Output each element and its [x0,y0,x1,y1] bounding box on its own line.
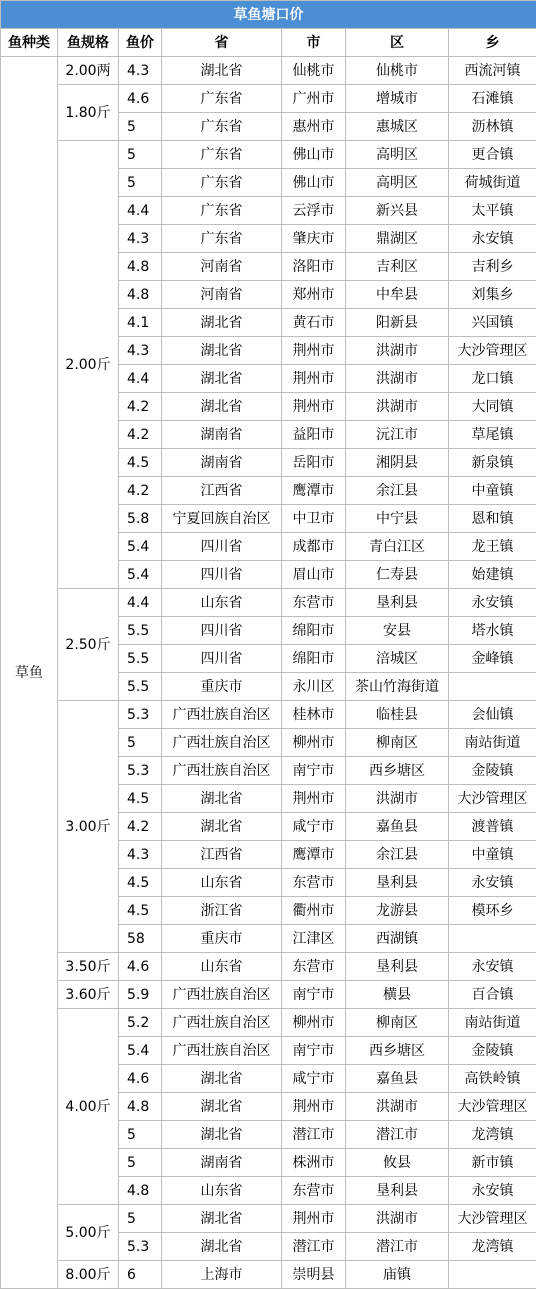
province-cell: 山东省 [162,953,282,981]
price-cell: 4.3 [119,225,162,253]
price-cell: 4.6 [119,953,162,981]
city-cell: 衢州市 [282,897,346,925]
province-cell: 广东省 [162,197,282,225]
province-cell: 重庆市 [162,673,282,701]
district-cell: 仙桃市 [346,57,449,85]
price-cell: 4.6 [119,1065,162,1093]
district-cell: 中宁县 [346,505,449,533]
province-cell: 湖南省 [162,449,282,477]
price-cell: 4.8 [119,281,162,309]
township-cell: 金陵镇 [449,757,536,785]
price-cell: 4.5 [119,785,162,813]
district-cell: 中牟县 [346,281,449,309]
city-cell: 云浮市 [282,197,346,225]
spec-cell: 3.50斤 [58,953,119,981]
header-province: 省 [162,29,282,57]
township-cell: 始建镇 [449,561,536,589]
header-township: 乡 [449,29,536,57]
city-cell: 佛山市 [282,169,346,197]
table-row [1,1261,536,1289]
price-cell: 4.6 [119,85,162,113]
province-cell: 广东省 [162,225,282,253]
district-cell: 余江县 [346,477,449,505]
city-cell: 仙桃市 [282,57,346,85]
district-cell: 洪湖市 [346,1093,449,1121]
province-cell: 湖南省 [162,421,282,449]
city-cell: 益阳市 [282,421,346,449]
city-cell: 潜江市 [282,1121,346,1149]
township-cell: 高铁岭镇 [449,1065,536,1093]
township-cell: 刘集乡 [449,281,536,309]
price-cell: 4.3 [119,57,162,85]
province-cell: 河南省 [162,253,282,281]
province-cell: 湖北省 [162,1093,282,1121]
city-cell: 咸宁市 [282,1065,346,1093]
district-cell: 临桂县 [346,701,449,729]
table-body [1,1,536,1289]
province-cell: 广西壮族自治区 [162,729,282,757]
township-cell: 金陵镇 [449,1037,536,1065]
price-cell: 4.2 [119,477,162,505]
township-cell: 中童镇 [449,841,536,869]
price-cell: 58 [119,925,162,953]
township-cell: 会仙镇 [449,701,536,729]
price-cell: 5 [119,1149,162,1177]
province-cell: 湖北省 [162,785,282,813]
price-cell: 4.4 [119,589,162,617]
district-cell: 西湖镇 [346,925,449,953]
city-cell: 荆州市 [282,785,346,813]
price-cell: 4.2 [119,393,162,421]
district-cell: 西乡塘区 [346,1037,449,1065]
city-cell: 中卫市 [282,505,346,533]
price-cell: 5 [119,729,162,757]
district-cell: 横县 [346,981,449,1009]
city-cell: 东营市 [282,953,346,981]
province-cell: 湖北省 [162,1121,282,1149]
header-district: 区 [346,29,449,57]
province-cell: 广西壮族自治区 [162,1009,282,1037]
township-cell: 龙王镇 [449,533,536,561]
province-cell: 湖北省 [162,365,282,393]
district-cell: 涪城区 [346,645,449,673]
city-cell: 柳州市 [282,1009,346,1037]
district-cell: 湘阴县 [346,449,449,477]
city-cell: 岳阳市 [282,449,346,477]
spec-cell: 3.00斤 [58,701,119,953]
province-cell: 广西壮族自治区 [162,981,282,1009]
price-cell: 4.2 [119,813,162,841]
district-cell: 阳新县 [346,309,449,337]
price-cell: 5.8 [119,505,162,533]
province-cell: 广东省 [162,141,282,169]
province-cell: 湖北省 [162,1065,282,1093]
header-species: 鱼种类 [1,29,58,57]
district-cell: 嘉鱼县 [346,813,449,841]
city-cell: 桂林市 [282,701,346,729]
district-cell: 龙游县 [346,897,449,925]
province-cell: 上海市 [162,1261,282,1289]
price-cell: 4.4 [119,365,162,393]
city-cell: 株洲市 [282,1149,346,1177]
city-cell: 鹰潭市 [282,477,346,505]
price-cell: 6 [119,1261,162,1289]
township-cell: 石滩镇 [449,85,536,113]
district-cell: 安县 [346,617,449,645]
township-cell: 模环乡 [449,897,536,925]
price-cell: 4.8 [119,1093,162,1121]
province-cell: 湖北省 [162,337,282,365]
township-cell: 中童镇 [449,477,536,505]
price-cell: 4.1 [119,309,162,337]
province-cell: 山东省 [162,589,282,617]
township-cell: 西流河镇 [449,57,536,85]
city-cell: 鹰潭市 [282,841,346,869]
province-cell: 广西壮族自治区 [162,701,282,729]
city-cell: 成都市 [282,533,346,561]
province-cell: 湖北省 [162,309,282,337]
table-row [1,1009,536,1037]
district-cell: 潜江市 [346,1233,449,1261]
province-cell: 江西省 [162,477,282,505]
township-cell: 永安镇 [449,869,536,897]
province-cell: 湖北省 [162,813,282,841]
city-cell: 柳州市 [282,729,346,757]
province-cell: 湖北省 [162,1205,282,1233]
table-row [1,981,536,1009]
township-cell: 永安镇 [449,1177,536,1205]
township-cell: 吉利乡 [449,253,536,281]
province-cell: 四川省 [162,533,282,561]
city-cell: 荆州市 [282,1205,346,1233]
township-cell [449,673,536,701]
price-cell: 5 [119,1205,162,1233]
district-cell: 垦利县 [346,953,449,981]
table-row [1,141,536,169]
header-city: 市 [282,29,346,57]
township-cell: 大沙管理区 [449,337,536,365]
district-cell: 庙镇 [346,1261,449,1289]
price-cell: 5 [119,1121,162,1149]
province-cell: 山东省 [162,1177,282,1205]
province-cell: 四川省 [162,645,282,673]
city-cell: 潜江市 [282,1233,346,1261]
township-cell: 南站街道 [449,729,536,757]
price-cell: 5.5 [119,617,162,645]
city-cell: 佛山市 [282,141,346,169]
price-cell: 5.4 [119,1037,162,1065]
township-cell: 大同镇 [449,393,536,421]
township-cell: 大沙管理区 [449,1205,536,1233]
province-cell: 广东省 [162,85,282,113]
district-cell: 洪湖市 [346,337,449,365]
city-cell: 东营市 [282,869,346,897]
township-cell: 草尾镇 [449,421,536,449]
city-cell: 东营市 [282,1177,346,1205]
spec-cell: 8.00斤 [58,1261,119,1289]
township-cell: 兴国镇 [449,309,536,337]
province-cell: 山东省 [162,869,282,897]
province-cell: 宁夏回族自治区 [162,505,282,533]
district-cell: 嘉鱼县 [346,1065,449,1093]
city-cell: 南宁市 [282,757,346,785]
province-cell: 广西壮族自治区 [162,1037,282,1065]
price-cell: 4.5 [119,869,162,897]
township-cell: 永安镇 [449,953,536,981]
district-cell: 洪湖市 [346,365,449,393]
table-row [1,85,536,113]
province-cell: 江西省 [162,841,282,869]
city-cell: 绵阳市 [282,645,346,673]
city-cell: 东营市 [282,589,346,617]
price-cell: 5 [119,113,162,141]
district-cell: 吉利区 [346,253,449,281]
district-cell: 增城市 [346,85,449,113]
city-cell: 广州市 [282,85,346,113]
city-cell: 荆州市 [282,337,346,365]
price-cell: 5.9 [119,981,162,1009]
township-cell: 更合镇 [449,141,536,169]
township-cell: 永安镇 [449,589,536,617]
province-cell: 广东省 [162,169,282,197]
province-cell: 四川省 [162,561,282,589]
spec-cell: 5.00斤 [58,1205,119,1261]
district-cell: 新兴县 [346,197,449,225]
district-cell: 惠城区 [346,113,449,141]
price-cell: 4.8 [119,1177,162,1205]
city-cell: 黄石市 [282,309,346,337]
district-cell: 余江县 [346,841,449,869]
district-cell: 鼎湖区 [346,225,449,253]
city-cell: 惠州市 [282,113,346,141]
township-cell: 龙口镇 [449,365,536,393]
township-cell: 永安镇 [449,225,536,253]
district-cell: 仁寿县 [346,561,449,589]
city-cell: 荆州市 [282,1093,346,1121]
city-cell: 郑州市 [282,281,346,309]
header-spec: 鱼规格 [58,29,119,57]
township-cell: 渡普镇 [449,813,536,841]
header-price: 鱼价 [119,29,162,57]
township-cell: 大沙管理区 [449,1093,536,1121]
township-cell: 龙湾镇 [449,1233,536,1261]
price-cell: 4.3 [119,841,162,869]
price-cell: 5.5 [119,645,162,673]
table-title: 草鱼塘口价 [1,1,536,29]
province-cell: 广东省 [162,113,282,141]
township-cell: 恩和镇 [449,505,536,533]
province-cell: 湖南省 [162,1149,282,1177]
township-cell: 沥林镇 [449,113,536,141]
city-cell: 咸宁市 [282,813,346,841]
spec-cell: 2.50斤 [58,589,119,701]
township-cell: 龙湾镇 [449,1121,536,1149]
spec-cell: 2.00两 [58,57,119,85]
district-cell: 垦利县 [346,1177,449,1205]
township-cell [449,1261,536,1289]
price-cell: 4.2 [119,421,162,449]
district-cell: 柳南区 [346,1009,449,1037]
township-cell: 新市镇 [449,1149,536,1177]
price-cell: 4.5 [119,449,162,477]
price-cell: 5.5 [119,673,162,701]
district-cell: 茶山竹海街道 [346,673,449,701]
city-cell: 崇明县 [282,1261,346,1289]
table-row [1,589,536,617]
province-cell: 浙江省 [162,897,282,925]
city-cell: 南宁市 [282,981,346,1009]
price-cell: 5.4 [119,533,162,561]
table-row [1,701,536,729]
price-cell: 5 [119,169,162,197]
township-cell: 塔水镇 [449,617,536,645]
district-cell: 高明区 [346,169,449,197]
township-cell: 新泉镇 [449,449,536,477]
township-cell: 荷城街道 [449,169,536,197]
city-cell: 洛阳市 [282,253,346,281]
city-cell: 绵阳市 [282,617,346,645]
province-cell: 湖北省 [162,393,282,421]
price-cell: 4.8 [119,253,162,281]
price-cell: 4.3 [119,337,162,365]
province-cell: 河南省 [162,281,282,309]
price-cell: 5.4 [119,561,162,589]
species-cell: 草鱼 [1,57,58,1289]
district-cell: 潜江市 [346,1121,449,1149]
province-cell: 湖北省 [162,1233,282,1261]
city-cell: 南宁市 [282,1037,346,1065]
price-cell: 5.2 [119,1009,162,1037]
table-row [1,57,536,85]
province-cell: 广西壮族自治区 [162,757,282,785]
township-cell: 大沙管理区 [449,785,536,813]
spec-cell: 3.60斤 [58,981,119,1009]
district-cell: 青白江区 [346,533,449,561]
title-row [1,1,536,29]
township-cell: 太平镇 [449,197,536,225]
district-cell: 垦利县 [346,589,449,617]
city-cell: 眉山市 [282,561,346,589]
price-cell: 5.3 [119,757,162,785]
city-cell: 荆州市 [282,365,346,393]
city-cell: 肇庆市 [282,225,346,253]
township-cell: 百合镇 [449,981,536,1009]
spec-cell: 4.00斤 [58,1009,119,1205]
district-cell: 高明区 [346,141,449,169]
province-cell: 湖北省 [162,57,282,85]
spec-cell: 2.00斤 [58,141,119,589]
table-row [1,1205,536,1233]
district-cell: 西乡塘区 [346,757,449,785]
district-cell: 垦利县 [346,869,449,897]
district-cell: 洪湖市 [346,785,449,813]
price-cell: 4.5 [119,897,162,925]
district-cell: 柳南区 [346,729,449,757]
district-cell: 沅江市 [346,421,449,449]
header-row [1,29,536,57]
township-cell [449,925,536,953]
spec-cell: 1.80斤 [58,85,119,141]
price-cell: 5.3 [119,701,162,729]
city-cell: 江津区 [282,925,346,953]
city-cell: 荆州市 [282,393,346,421]
price-cell: 5.3 [119,1233,162,1261]
province-cell: 重庆市 [162,925,282,953]
city-cell: 永川区 [282,673,346,701]
price-cell: 4.4 [119,197,162,225]
district-cell: 攸县 [346,1149,449,1177]
district-cell: 洪湖市 [346,393,449,421]
price-cell: 5 [119,141,162,169]
table-row [1,953,536,981]
district-cell: 洪湖市 [346,1205,449,1233]
township-cell: 金峰镇 [449,645,536,673]
township-cell: 南站街道 [449,1009,536,1037]
province-cell: 四川省 [162,617,282,645]
